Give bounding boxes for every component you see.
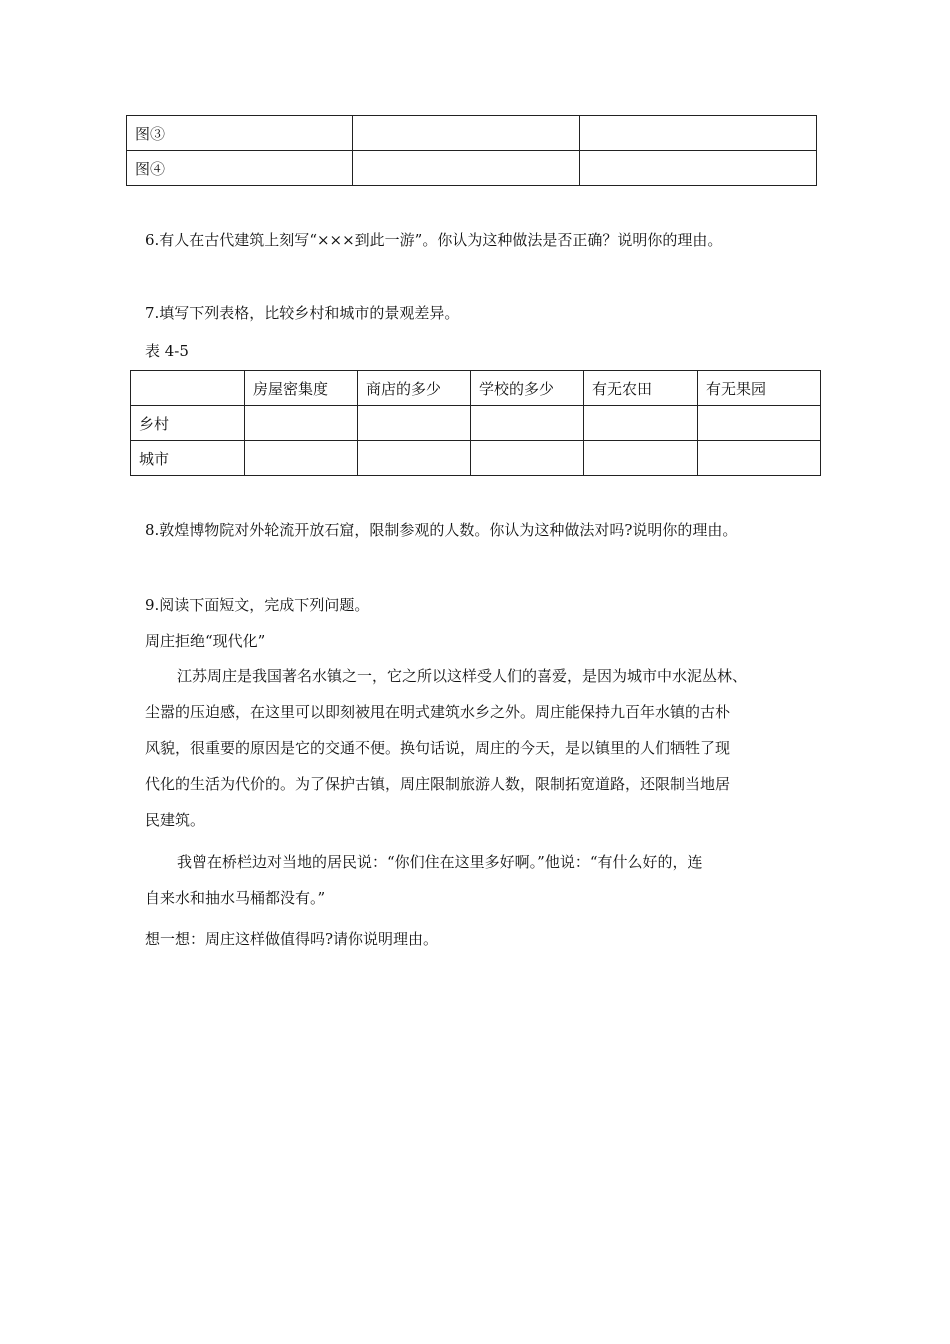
table-cell bbox=[245, 441, 358, 476]
table-row bbox=[131, 441, 821, 476]
column-header: 有无果园 bbox=[698, 371, 821, 406]
table-cell bbox=[358, 406, 471, 441]
table-cell bbox=[580, 116, 817, 151]
table-cell bbox=[471, 441, 584, 476]
table-row bbox=[127, 151, 817, 186]
table-cell bbox=[353, 116, 580, 151]
table-caption: 表 4-5 bbox=[145, 342, 189, 360]
article-paragraph-2 bbox=[145, 844, 815, 916]
final-question: 想一想：周庄这样做值得吗?请你说明理由。 bbox=[145, 930, 439, 948]
column-header: 学校的多少 bbox=[471, 371, 584, 406]
paragraph-line: 风貌，很重要的原因是它的交通不便。换句话说，周庄的今天，是以镇里的人们牺牲了现 bbox=[145, 739, 731, 757]
compare-table bbox=[130, 370, 821, 476]
article-title: 周庄拒绝“现代化” bbox=[145, 632, 266, 650]
table-cell bbox=[580, 151, 817, 186]
table-cell bbox=[353, 151, 580, 186]
paragraph-line: 我曾在桥栏边对当地的居民说：“你们住在这里多好啊。”他说：“有什么好的，连 bbox=[177, 853, 703, 871]
table-cell bbox=[245, 406, 358, 441]
table-cell bbox=[584, 441, 698, 476]
question-7: 7.填写下列表格，比较乡村和城市的景观差异。 bbox=[145, 304, 460, 322]
table-cell bbox=[471, 406, 584, 441]
table-cell: 图④ bbox=[127, 151, 353, 186]
column-header: 房屋密集度 bbox=[245, 371, 358, 406]
article-paragraph-1 bbox=[145, 658, 815, 838]
column-header: 有无农田 bbox=[584, 371, 698, 406]
question-6: 6.有人在古代建筑上刻写“×××到此一游”。你认为这种做法是否正确？说明你的理由。 bbox=[145, 231, 723, 249]
table-header-row bbox=[131, 371, 821, 406]
table-cell bbox=[698, 441, 821, 476]
paragraph-line: 江苏周庄是我国著名水镇之一，它之所以这样受人们的喜爱，是因为城市中水泥丛林、 bbox=[177, 667, 748, 685]
row-header: 城市 bbox=[131, 441, 245, 476]
table-row bbox=[127, 116, 817, 151]
question-8: 8.敦煌博物院对外轮流开放石窟，限制参观的人数。你认为这种做法对吗?说明你的理由。 bbox=[145, 521, 738, 539]
paragraph-line: 代化的生活为代价的。为了保护古镇，周庄限制旅游人数，限制拓宽道路，还限制当地居 bbox=[145, 775, 731, 793]
paragraph-line: 尘嚣的压迫感，在这里可以即刻被甩在明式建筑水乡之外。周庄能保持九百年水镇的古朴 bbox=[145, 703, 731, 721]
table-row bbox=[131, 406, 821, 441]
column-header bbox=[131, 371, 245, 406]
table-cell bbox=[698, 406, 821, 441]
row-header: 乡村 bbox=[131, 406, 245, 441]
top-table bbox=[126, 115, 817, 186]
paragraph-line: 自来水和抽水马桶都没有。” bbox=[145, 889, 326, 907]
table-cell bbox=[584, 406, 698, 441]
question-9: 9.阅读下面短文，完成下列问题。 bbox=[145, 596, 370, 614]
paragraph-line: 民建筑。 bbox=[145, 811, 206, 829]
column-header: 商店的多少 bbox=[358, 371, 471, 406]
table-cell: 图③ bbox=[127, 116, 353, 151]
table-cell bbox=[358, 441, 471, 476]
